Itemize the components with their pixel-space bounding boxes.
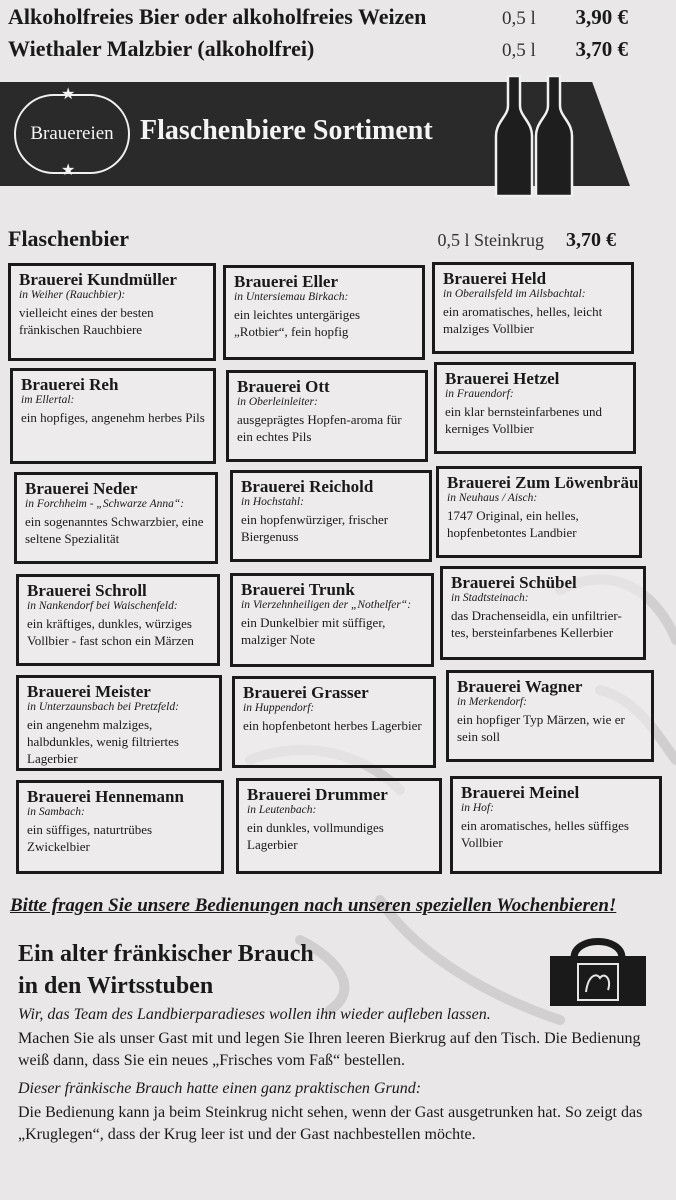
price-row — [8, 36, 628, 68]
brewery-location: in Hochstahl: — [241, 496, 304, 508]
brewery-card — [450, 776, 662, 874]
brewery-card — [436, 466, 642, 558]
banner-title: Flaschenbiere Sortiment — [140, 115, 433, 146]
brewery-name: Brauerei Meister — [27, 682, 151, 701]
brewery-name: Brauerei Held — [443, 269, 547, 288]
brewery-name: Brauerei Hennemann — [27, 787, 184, 806]
brewery-description: ein aromatisches, helles süffiges Vollbier — [461, 818, 629, 850]
brewery-description: ein hopfiges, angenehm herbes Pils — [21, 410, 205, 425]
brewery-name: Brauerei Meinel — [461, 783, 580, 802]
brauch-title — [18, 938, 314, 1002]
brauch-paragraph-1: Wir, das Team des Landbierparadieses wollen ihn wieder aufleben lassen. — [18, 1006, 491, 1023]
beer-bottles-icon — [492, 72, 582, 200]
brauch-paragraph-3: Dieser fränkische Brauch hatte einen ganz praktischen Grund: — [18, 1080, 422, 1097]
brewery-description: ein hopfenwürziger, frischer Biergenuss — [241, 512, 389, 544]
item-name: Alkoholfreies Bier oder alkoholfreies Weizen — [8, 4, 427, 29]
brewery-card — [16, 675, 222, 771]
brewery-card — [230, 573, 434, 667]
brewery-name: Brauerei Kundmüller — [19, 270, 177, 289]
brewery-name: Brauerei Reichold — [241, 477, 374, 496]
brewery-card — [230, 470, 432, 562]
flaschenbier-volume: 0,5 l Steinkrug — [437, 230, 544, 250]
brewery-location: in Frauendorf: — [445, 388, 514, 400]
brewery-description: das Drachenseidla, ein unfiltrier-tes, bersteinfarbenes Kellerbier — [451, 608, 622, 640]
brewery-location: in Oberailsfeld im Ailsbachtal: — [443, 288, 586, 300]
flaschenbier-label: Flaschenbier — [8, 226, 129, 251]
brewery-location: in Neuhaus / Aisch: — [447, 492, 538, 504]
item-price: 3,90 € — [575, 5, 628, 29]
brauch-paragraph-2: Machen Sie als unser Gast mit und legen Sie Ihren leeren Bierkrug auf den Tisch. Die Bedienung weiß dann, dass Sie ein neues „Frisches vom Faß“ bestellen. — [18, 1030, 641, 1069]
brewery-name: Brauerei Ott — [237, 377, 330, 396]
brewery-name: Brauerei Grasser — [243, 683, 369, 702]
brewery-card — [10, 368, 216, 464]
brewery-card — [14, 472, 218, 564]
brewery-description: vielleicht eines der besten fränkischen Rauchbiere — [19, 305, 154, 337]
brauereien-badge — [14, 94, 130, 174]
brewery-name: Brauerei Eller — [234, 272, 339, 291]
brewery-description: ein süffiges, naturtrübes Zwickelbier — [27, 822, 153, 854]
brewery-location: in Stadtsteinach: — [451, 592, 529, 604]
flaschenbier-price: 3,70 € — [566, 229, 616, 251]
brewery-location: in Forchheim - „Schwarze Anna“: — [25, 498, 185, 510]
brewery-location: in Hof: — [461, 802, 494, 814]
brewery-name: Brauerei Schroll — [27, 581, 147, 600]
badge-label: Brauereien — [30, 123, 114, 144]
brewery-card — [446, 670, 654, 762]
brewery-card — [8, 263, 216, 361]
brewery-card — [226, 370, 428, 462]
brewery-name: Brauerei Zum Löwenbräu — [447, 473, 639, 492]
brauch-title-line2: in den Wirtsstuben — [18, 973, 214, 999]
brewery-location: in Unterzaunsbach bei Pretzfeld: — [27, 701, 179, 713]
item-volume: 0,5 l — [502, 8, 536, 29]
item-volume: 0,5 l — [502, 40, 536, 61]
brewery-location: in Leutenbach: — [247, 804, 317, 816]
brewery-location: im Ellertal: — [21, 394, 75, 406]
item-price: 3,70 € — [575, 37, 628, 61]
brewery-description: ausgeprägtes Hopfen-aroma für ein echtes Pils — [237, 412, 402, 444]
brewery-description: ein klar bernsteinfarbenes und kerniges Vollbier — [445, 404, 603, 436]
brewery-name: Brauerei Drummer — [247, 785, 388, 804]
brewery-card — [434, 362, 636, 454]
brauch-paragraph-4: Die Bedienung kann ja beim Steinkrug nicht sehen, wenn der Gast ausgetrunken hat. So zeigt das „Kruglegen“, dass der Krug leer ist und der Gast nachbestellen möchte. — [18, 1104, 643, 1143]
brewery-card — [223, 265, 425, 360]
brewery-name: Brauerei Wagner — [457, 677, 583, 696]
brewery-description: ein hopfenbetont herbes Lagerbier — [243, 718, 422, 733]
brewery-description: ein aromatisches, helles, leicht malziges Vollbier — [443, 304, 603, 336]
brewery-name: Brauerei Trunk — [241, 580, 355, 599]
brewery-location: in Untersiemau Birkach: — [234, 291, 349, 303]
price-row — [8, 4, 628, 36]
lying-beer-mug-icon — [548, 932, 648, 1008]
brewery-card — [16, 574, 220, 666]
brewery-card — [440, 566, 646, 660]
brewery-description: ein kräftiges, dunkles, würziges Vollbier - fast schon ein Märzen — [27, 616, 194, 648]
brewery-name: Brauerei Hetzel — [445, 369, 560, 388]
brewery-name: Brauerei Neder — [25, 479, 138, 498]
brewery-location: in Oberleinleiter: — [237, 396, 318, 408]
brewery-card — [232, 676, 436, 768]
star-icon: ★ — [61, 84, 76, 103]
weekly-beer-callout: Bitte fragen Sie unsere Bedienungen nach unseren speziellen Wochenbieren! — [10, 895, 617, 916]
top-price-list — [8, 4, 628, 68]
brewery-location: in Vierzehnheiligen der „Nothelfer“: — [241, 599, 412, 611]
brewery-description: ein Dunkelbier mit süffiger, malziger Note — [241, 615, 386, 647]
brauch-title-line1: Ein alter fränkischer Brauch — [18, 941, 314, 967]
brewery-location: in Nankendorf bei Waischenfeld: — [27, 600, 178, 612]
brewery-location: in Sambach: — [27, 806, 85, 818]
brewery-location: in Merkendorf: — [457, 696, 527, 708]
brewery-location: in Weiher (Rauchbier): — [19, 289, 126, 301]
brewery-name: Brauerei Reh — [21, 375, 119, 394]
brewery-card — [432, 262, 634, 354]
brewery-card — [16, 780, 224, 874]
star-icon: ★ — [61, 160, 76, 179]
brewery-card — [236, 778, 442, 874]
brewery-description: 1747 Original, ein helles, hopfenbetontes Landbier — [447, 508, 579, 540]
flaschenbier-row — [8, 226, 616, 252]
brewery-description: ein leichtes untergäriges „Rotbier“, fein hopfig — [234, 307, 361, 339]
brewery-description: ein hopfiger Typ Märzen, wie er sein soll — [457, 712, 625, 744]
brewery-name: Brauerei Schübel — [451, 573, 577, 592]
brewery-description: ein dunkles, vollmundiges Lagerbier — [247, 820, 384, 852]
brewery-description: ein sogenanntes Schwarzbier, eine seltene Spezialität — [25, 514, 204, 546]
brewery-location: in Huppendorf: — [243, 702, 315, 714]
brewery-description: ein angenehm malziges, halbdunkles, wenig filtriertes Lagerbier — [27, 717, 179, 766]
item-name: Wiethaler Malzbier (alkoholfrei) — [8, 36, 315, 61]
